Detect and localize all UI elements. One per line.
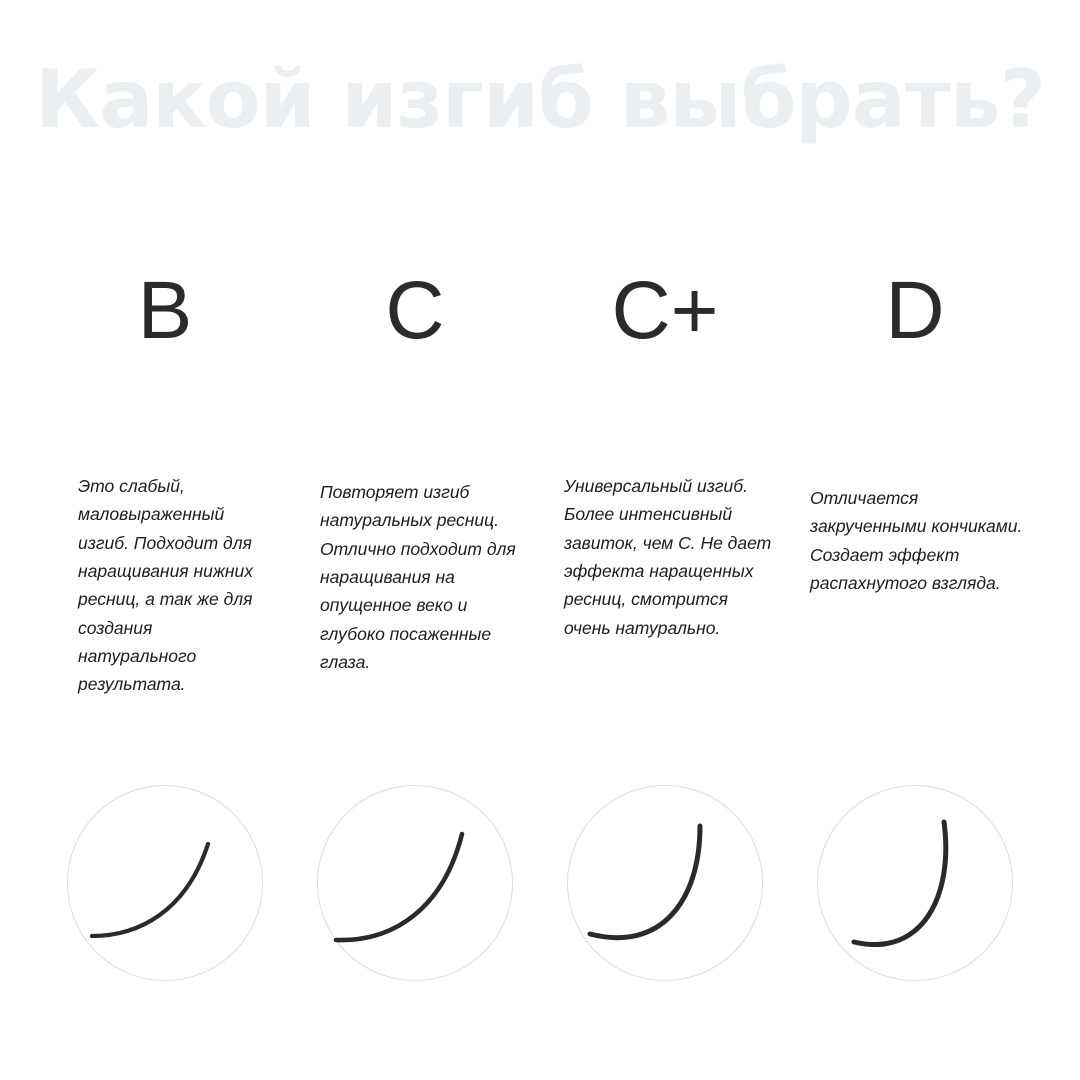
lash-circle-b <box>67 785 263 981</box>
lash-curl-b-icon <box>68 786 262 980</box>
curl-description-c: Повторяет изгиб натуральных ресниц. Отлично подходит для наращивания на опущенное веко и глубоко посаженные глаза. <box>320 482 516 673</box>
curl-description-d: Отличается закрученными кончиками. Создает эффект распахнутого взгляда. <box>810 488 1023 594</box>
curl-letter-cplus: C+ <box>611 265 719 356</box>
lash-circle-cplus <box>567 785 763 981</box>
lash-curl-c-icon <box>318 786 512 980</box>
curl-column-d <box>790 265 1040 597</box>
lash-sample-row <box>40 785 1040 981</box>
curl-column-cplus <box>540 265 790 642</box>
curl-letter-b: B <box>137 265 193 356</box>
curl-column-c <box>290 265 540 676</box>
curl-description-b: Это слабый, маловыраженный изгиб. Подходит для наращивания нижних ресниц, а так же для создания натурального результата. <box>78 476 254 695</box>
lash-circle-c <box>317 785 513 981</box>
lash-curl-d-icon <box>818 786 1012 980</box>
lash-sample-d <box>790 785 1040 981</box>
lash-sample-cplus <box>540 785 790 981</box>
curl-letter-d: D <box>885 265 945 356</box>
lash-sample-c <box>290 785 540 981</box>
lash-curl-cplus-icon <box>568 786 762 980</box>
lash-circle-d <box>817 785 1013 981</box>
lash-sample-b <box>40 785 290 981</box>
curl-description-cplus: Универсальный изгиб. Более интенсивный завиток, чем С. Не дает эффекта наращенных ресниц, смотрится очень натурально. <box>564 476 772 638</box>
curl-letter-c: C <box>385 265 445 356</box>
curl-columns <box>40 265 1040 699</box>
curl-column-b <box>40 265 290 699</box>
page-title: Какой изгиб выбрать? <box>34 53 1046 146</box>
